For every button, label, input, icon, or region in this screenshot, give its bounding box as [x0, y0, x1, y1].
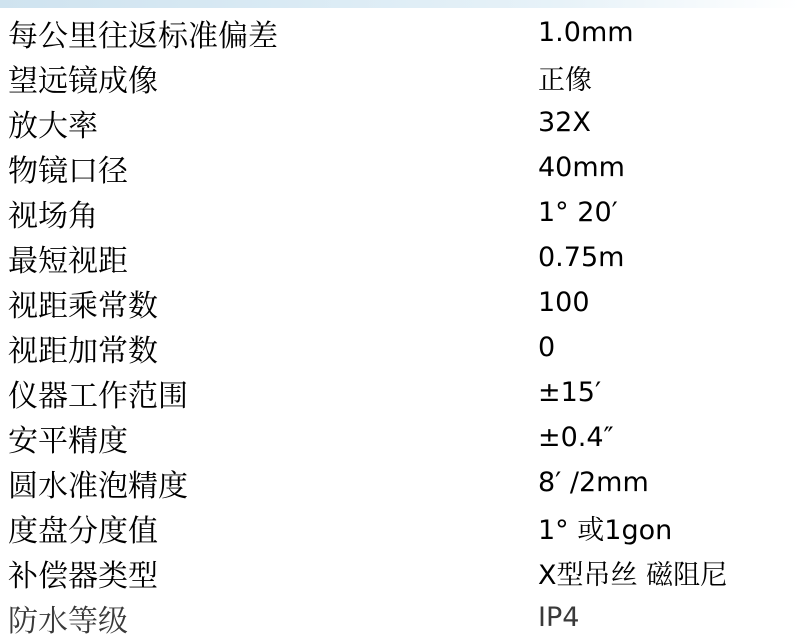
spec-label: 物镜口径	[8, 153, 128, 189]
spec-label: 补偿器类型	[8, 558, 158, 594]
spec-label: 最短视距	[8, 243, 128, 279]
table-row	[0, 505, 800, 550]
table-row	[0, 460, 800, 505]
table-row	[0, 190, 800, 235]
spec-value: 正像	[538, 65, 592, 96]
spec-value: 100	[538, 287, 590, 318]
spec-value: 0	[538, 332, 556, 363]
spec-label: 视场角	[8, 198, 98, 234]
spec-label: 每公里往返标准偏差	[8, 18, 278, 54]
spec-label: 圆水准泡精度	[8, 468, 188, 504]
spec-label: 仪器工作范围	[8, 378, 188, 414]
spec-value: 1° 20′	[538, 197, 618, 228]
spec-value: 8′ /2mm	[538, 467, 649, 498]
table-row	[0, 55, 800, 100]
spec-value: ±15′	[538, 377, 602, 408]
table-row	[0, 325, 800, 370]
spec-value: 40mm	[538, 152, 625, 183]
table-row	[0, 550, 800, 595]
spec-value: 32X	[538, 107, 591, 138]
table-row	[0, 145, 800, 190]
spec-label: 安平精度	[8, 423, 128, 459]
spec-label: 视距乘常数	[8, 288, 158, 324]
spec-label: 望远镜成像	[8, 63, 158, 99]
table-row	[0, 280, 800, 325]
table-row	[0, 415, 800, 460]
table-row	[0, 595, 800, 640]
top-gradient-strip	[0, 0, 800, 8]
spec-label: 视距加常数	[8, 333, 158, 369]
spec-label: 度盘分度值	[8, 513, 158, 549]
table-row	[0, 10, 800, 55]
table-row	[0, 370, 800, 415]
spec-value: ±0.4″	[538, 422, 614, 453]
spec-value: X型吊丝 磁阻尼	[538, 560, 728, 591]
spec-value: 1.0mm	[538, 17, 634, 48]
spec-label: 放大率	[8, 108, 98, 144]
table-row	[0, 235, 800, 280]
specification-table	[0, 10, 800, 640]
spec-value: 0.75m	[538, 242, 625, 273]
spec-label: 防水等级	[8, 603, 128, 639]
table-row	[0, 100, 800, 145]
spec-value: 1° 或1gon	[538, 515, 673, 546]
spec-value: IP4	[538, 602, 580, 633]
